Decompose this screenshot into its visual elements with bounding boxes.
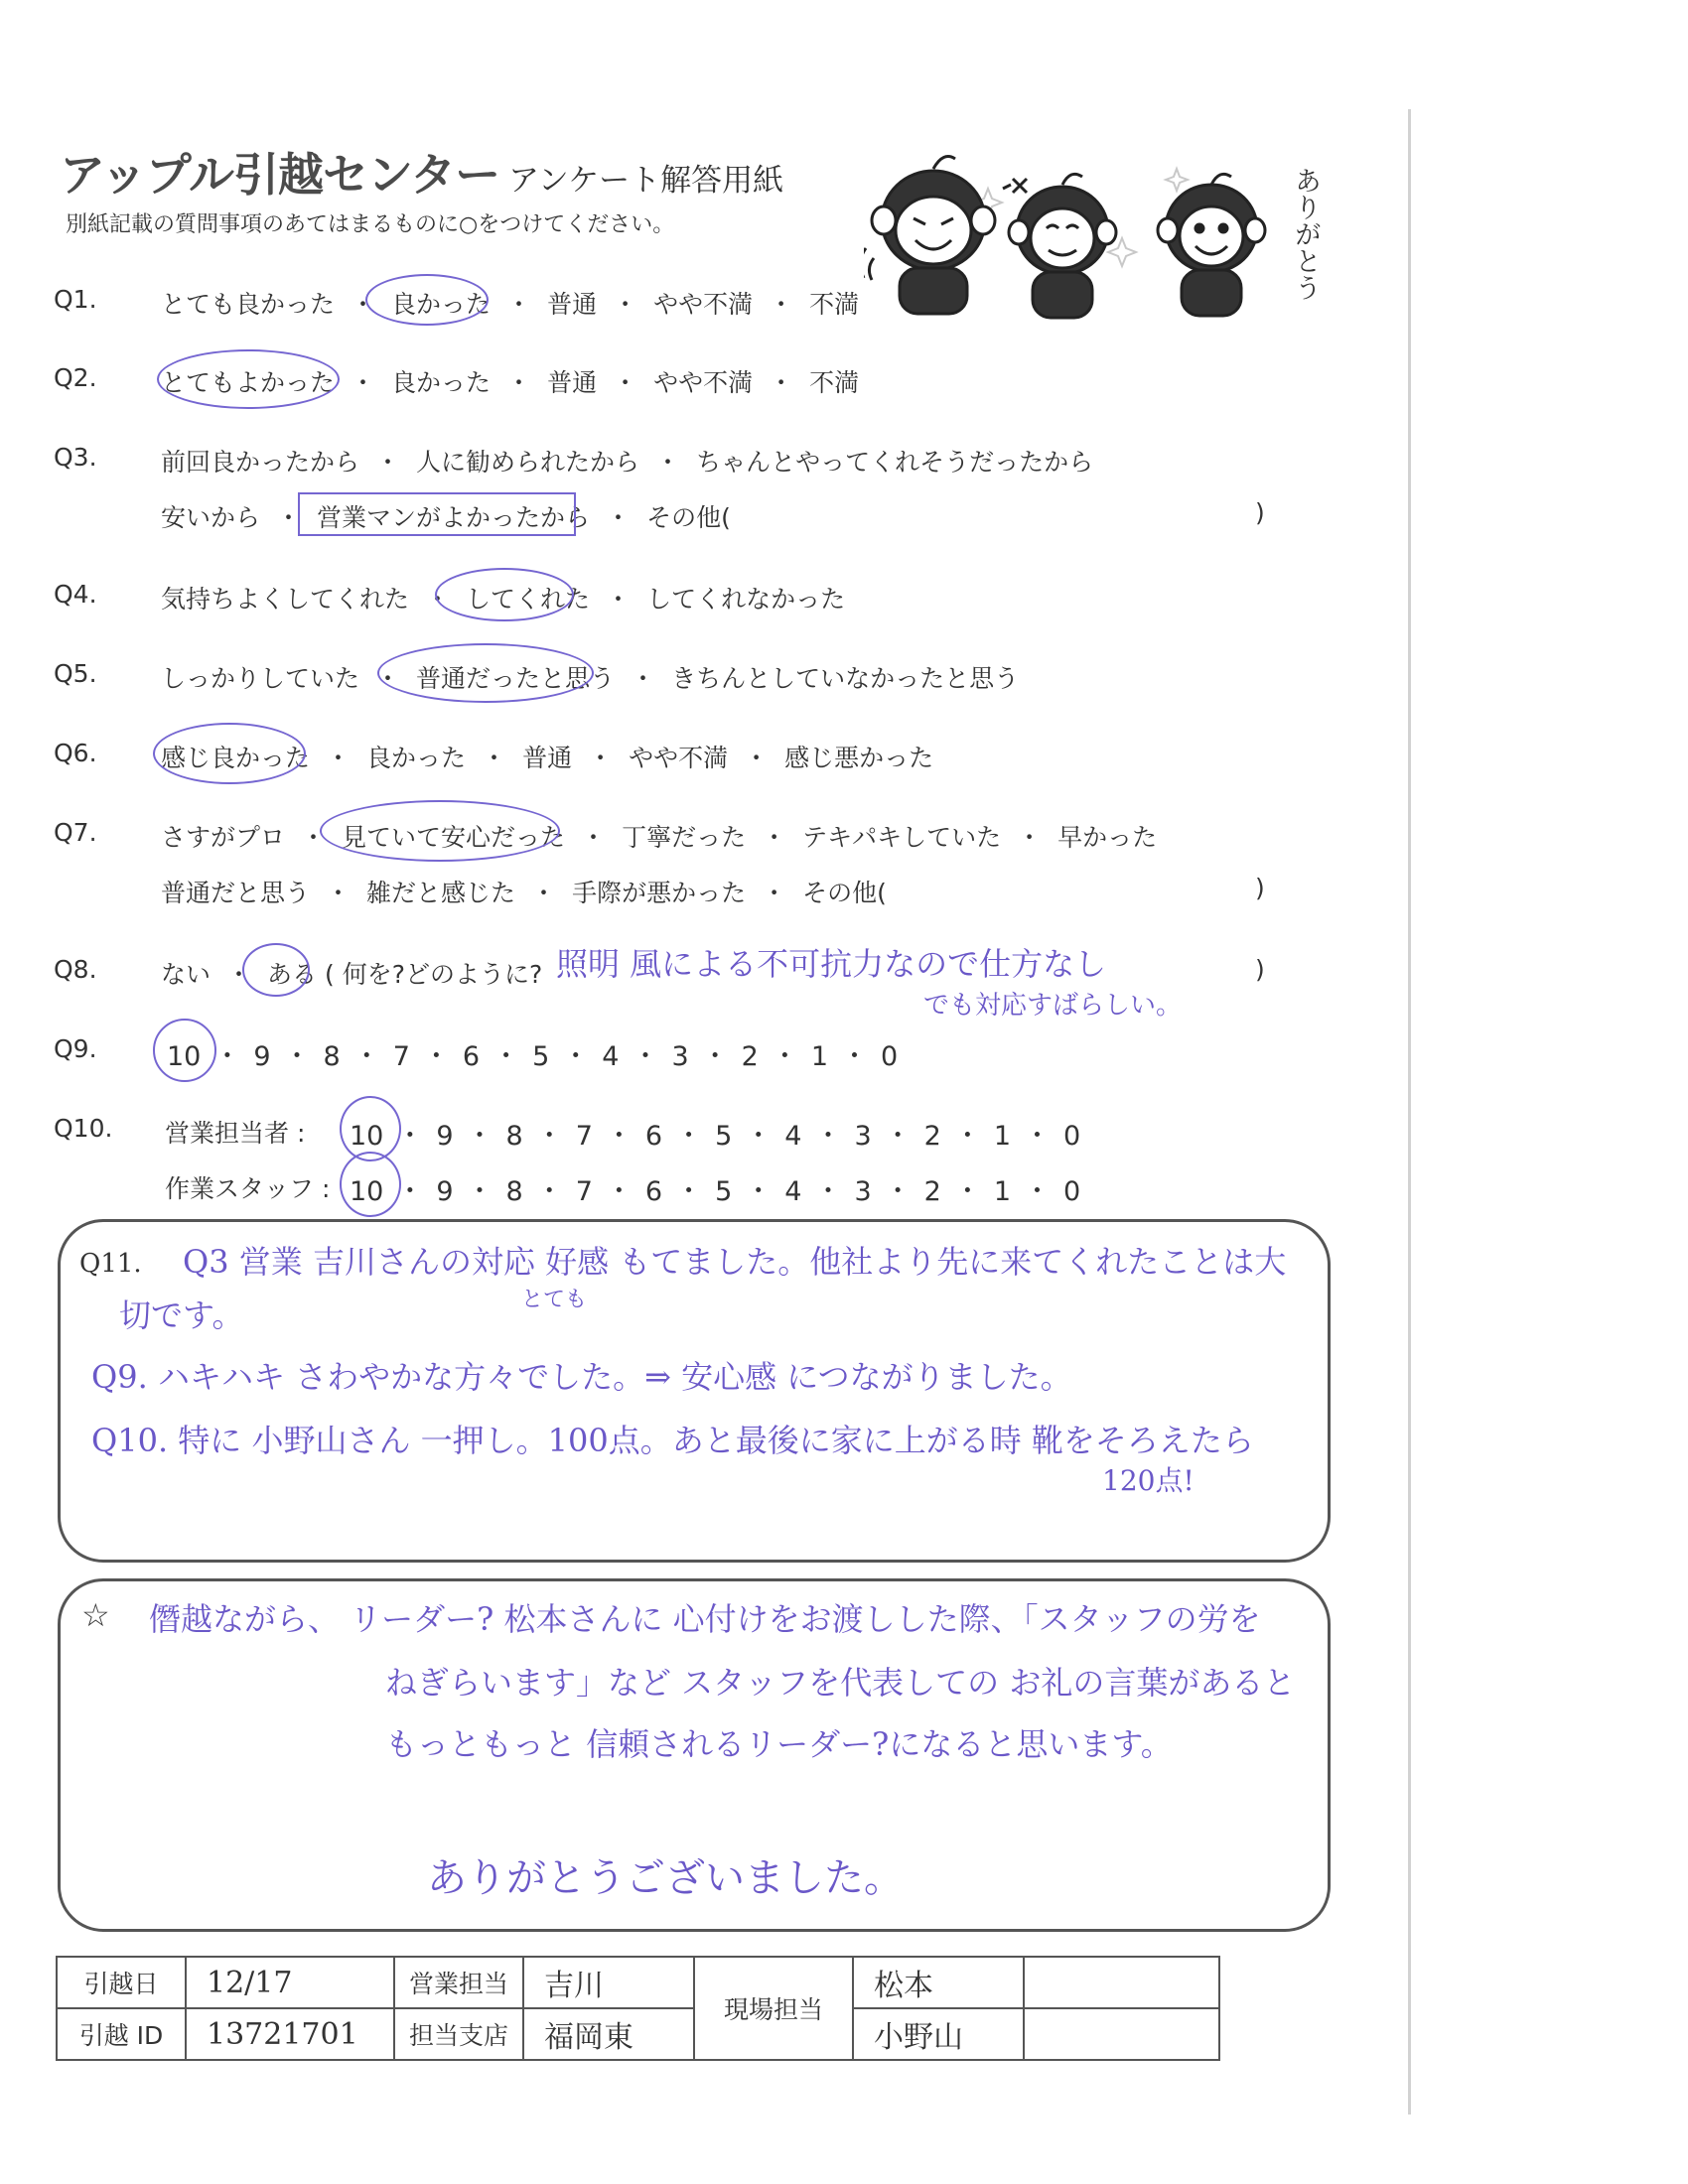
q3-close-paren: ) bbox=[1255, 498, 1265, 527]
q4-options: 気持ちよくしてくれた ・ してくれた ・ してくれなかった bbox=[161, 585, 846, 614]
q11-handwritten-line: 切です。 bbox=[119, 1297, 244, 1334]
q2-options: とてもよかった ・ 良かった ・ 普通 ・ やや不満 ・ 不満 bbox=[161, 368, 860, 397]
form-subtitle: アンケート解答用紙 bbox=[508, 163, 784, 199]
blank-cell bbox=[1024, 1957, 1219, 2008]
q6-option[interactable]: 感じ良かった bbox=[161, 744, 311, 772]
q3-options-line2: 安いから ・ 営業マンがよかったから ・ その他( bbox=[161, 503, 731, 532]
q10-staff-score-option[interactable]: 9 bbox=[436, 1176, 454, 1207]
q9-score-option[interactable]: 7 bbox=[392, 1041, 410, 1072]
q6-option[interactable]: やや不満 bbox=[629, 744, 729, 772]
q7-close-paren: ) bbox=[1255, 874, 1265, 902]
q9-score-option[interactable]: 2 bbox=[741, 1041, 759, 1072]
page-edge bbox=[1408, 109, 1411, 2115]
q6-selection-circle bbox=[153, 723, 306, 784]
comment-handwritten-line: もっともっと 信頼されるリーダー?になると思います。 bbox=[385, 1725, 1173, 1763]
q8-option[interactable]: ない bbox=[161, 960, 211, 989]
q8-handwritten-answer-2: でも対応すばらしい。 bbox=[923, 991, 1183, 1021]
q4-option[interactable]: してくれなかった bbox=[646, 585, 846, 614]
comment-handwritten-thanks: ありがとうございました。 bbox=[427, 1855, 904, 1901]
q6-option[interactable]: 良かった bbox=[366, 744, 467, 772]
q1-option[interactable]: 普通 bbox=[547, 290, 598, 319]
q4-option[interactable]: してくれた bbox=[466, 585, 591, 614]
q10-sales-score-option[interactable]: 6 bbox=[644, 1121, 663, 1152]
q1-option[interactable]: やや不満 bbox=[653, 290, 754, 319]
q10-staff-scale: 10 ・ 9 ・ 8 ・ 7 ・ 6 ・ 5 ・ 4 ・ 3 ・ 2 ・ 1 ・ 0 bbox=[350, 1176, 1081, 1207]
q1-option[interactable]: 良かった bbox=[391, 290, 492, 319]
q2-option[interactable]: 普通 bbox=[547, 368, 598, 397]
monkey-mascots-illustration bbox=[864, 149, 1331, 328]
q3-option[interactable]: 営業マンがよかったから bbox=[317, 503, 591, 532]
q2-selection-circle bbox=[157, 349, 340, 409]
q10-staff-score-option[interactable]: 4 bbox=[784, 1176, 802, 1207]
move-date-value: 12/17 bbox=[186, 1957, 394, 2008]
q7-option[interactable]: 丁寧だった bbox=[622, 823, 747, 852]
q7-options-line2: 普通だと思う ・ 雑だと感じた ・ 手際が悪かった ・ その他( bbox=[161, 879, 887, 907]
q8-handwritten-answer: 照明 風による不可抗力なので仕方なし bbox=[556, 945, 1107, 983]
q8-selection-circle bbox=[242, 943, 310, 997]
q3-option[interactable]: 前回良かったから bbox=[161, 448, 360, 477]
q7-option[interactable]: さすがプロ bbox=[161, 823, 286, 852]
site-staff-value-2: 小野山 bbox=[853, 2008, 1024, 2060]
q9-selection-circle bbox=[153, 1019, 216, 1082]
site-staff-value-1: 松本 bbox=[853, 1957, 1024, 2008]
footer-info-table bbox=[56, 1956, 1220, 2061]
q10-staff-score-option[interactable]: 6 bbox=[644, 1176, 663, 1207]
branch-label: 担当支店 bbox=[394, 2008, 523, 2060]
q3-label: Q3. bbox=[54, 443, 97, 472]
q6-option[interactable]: 感じ悪かった bbox=[784, 744, 934, 772]
q9-score-option[interactable]: 3 bbox=[671, 1041, 689, 1072]
q5-option[interactable]: きちんとしていなかったと思う bbox=[671, 664, 1020, 693]
q9-score-option[interactable]: 1 bbox=[810, 1041, 829, 1072]
q5-label: Q5. bbox=[54, 659, 97, 688]
branch-value: 福岡東 bbox=[523, 2008, 694, 2060]
q10-sales-score-option[interactable]: 1 bbox=[993, 1121, 1012, 1152]
q10-staff-score-option[interactable]: 8 bbox=[505, 1176, 523, 1207]
q3-selection-box bbox=[298, 492, 576, 536]
q2-option[interactable]: 良かった bbox=[391, 368, 492, 397]
q10-staff-score-option[interactable]: 0 bbox=[1063, 1176, 1081, 1207]
sales-rep-value: 吉川 bbox=[523, 1957, 694, 2008]
q10-sales-score-option[interactable]: 7 bbox=[575, 1121, 593, 1152]
q10-sales-score-option[interactable]: 3 bbox=[854, 1121, 872, 1152]
mascot-caption: ありがとう bbox=[1290, 167, 1321, 301]
q11-label: Q11. bbox=[79, 1249, 142, 1279]
q10-sales-score-option[interactable]: 2 bbox=[923, 1121, 941, 1152]
q8-options: ない ・ ある ( 何を?どのように? bbox=[161, 960, 543, 989]
q10-sales-score-option[interactable]: 8 bbox=[505, 1121, 523, 1152]
q5-option[interactable]: しっかりしていた bbox=[161, 664, 360, 693]
q6-option[interactable]: 普通 bbox=[522, 744, 573, 772]
q10-sales-score-option[interactable]: 4 bbox=[784, 1121, 802, 1152]
q1-option[interactable]: とても良かった bbox=[161, 290, 336, 319]
q7-option[interactable]: 普通だと思う bbox=[161, 879, 311, 907]
site-staff-label: 現場担当 bbox=[694, 1957, 853, 2060]
q6-options: 感じ良かった ・ 良かった ・ 普通 ・ やや不満 ・ 感じ悪かった bbox=[161, 744, 934, 772]
q3-option[interactable]: ちゃんとやってくれそうだったから bbox=[696, 448, 1094, 477]
q8-option[interactable]: ある bbox=[267, 960, 318, 989]
brand-title: アップル引越センター bbox=[60, 148, 500, 202]
q7-option[interactable]: 手際が悪かった bbox=[572, 879, 747, 907]
monkey-icon bbox=[864, 157, 995, 314]
q11-handwritten-line: Q9. ハキハキ さわやかな方々でした。⇒ 安心感 につながりました。 bbox=[91, 1358, 1072, 1396]
q11-handwritten-insert: とても bbox=[521, 1288, 588, 1312]
q5-selection-circle bbox=[377, 643, 594, 703]
q3-options-line1: 前回良かったから ・ 人に勧められたから ・ ちゃんとやってくれそうだったから bbox=[161, 448, 1094, 477]
q1-options: とても良かった ・ 良かった ・ 普通 ・ やや不満 ・ 不満 bbox=[161, 290, 860, 319]
q2-option[interactable]: 不満 bbox=[809, 368, 860, 397]
q11-handwritten-line: 120点! bbox=[1102, 1464, 1195, 1497]
q2-option[interactable]: やや不満 bbox=[653, 368, 754, 397]
sales-rep-label: 営業担当 bbox=[394, 1957, 523, 2008]
q10-sales-score-option[interactable]: 0 bbox=[1063, 1121, 1081, 1152]
q7-selection-circle bbox=[320, 800, 560, 862]
q9-scale: 10 ・ 9 ・ 8 ・ 7 ・ 6 ・ 5 ・ 4 ・ 3 ・ 2 ・ 1 ・ 0 bbox=[167, 1041, 899, 1072]
q10-sales-label: 営業担当者 : bbox=[165, 1119, 306, 1148]
q4-selection-circle bbox=[435, 568, 574, 621]
q8-label: Q8. bbox=[54, 955, 97, 984]
move-id-label: 引越 ID bbox=[57, 2008, 186, 2060]
q10-sales-score-option[interactable]: 9 bbox=[436, 1121, 454, 1152]
q3-option[interactable]: その他( bbox=[646, 503, 731, 532]
q7-option[interactable]: 早かった bbox=[1057, 823, 1158, 852]
q3-option[interactable]: 安いから bbox=[161, 503, 261, 532]
q11-handwritten-line: Q3 営業 吉川さんの対応 好感 もてました。他社より先に来てくれたことは大 bbox=[183, 1243, 1287, 1281]
q2-option[interactable]: とてもよかった bbox=[161, 368, 336, 397]
q5-option[interactable]: 普通だったと思う bbox=[416, 664, 616, 693]
star-icon: ☆ bbox=[81, 1596, 110, 1634]
q8-prompt: ( 何を?どのように? bbox=[325, 960, 543, 989]
comment-handwritten-line: 僭越ながら、 リーダー? 松本さんに 心付けをお渡しした際、「スタッフの労を bbox=[149, 1600, 1261, 1638]
q10-staff-score-option[interactable]: 3 bbox=[854, 1176, 872, 1207]
q1-label: Q1. bbox=[54, 285, 97, 314]
q7-label: Q7. bbox=[54, 818, 97, 847]
q6-label: Q6. bbox=[54, 739, 97, 767]
q10-staff-score-option[interactable]: 1 bbox=[993, 1176, 1012, 1207]
move-date-label: 引越日 bbox=[57, 1957, 186, 2008]
move-id-value: 13721701 bbox=[186, 2008, 394, 2060]
q7-options-line1: さすがプロ ・ 見ていて安心だった ・ 丁寧だった ・ テキパキしていた ・ 早かった bbox=[161, 823, 1158, 852]
q9-score-option[interactable]: 0 bbox=[881, 1041, 899, 1072]
q10-staff-score-option[interactable]: 2 bbox=[923, 1176, 941, 1207]
q9-score-option[interactable]: 6 bbox=[462, 1041, 481, 1072]
q10-staff-score-option[interactable]: 10 bbox=[350, 1176, 384, 1207]
q7-option[interactable]: その他( bbox=[802, 879, 887, 907]
monkey-icon bbox=[1158, 174, 1265, 316]
q7-option[interactable]: 雑だと感じた bbox=[366, 879, 516, 907]
q1-selection-circle bbox=[365, 274, 492, 326]
q3-option[interactable]: 人に勧められたから bbox=[416, 448, 640, 477]
q9-label: Q9. bbox=[54, 1034, 97, 1063]
q9-score-option[interactable]: 4 bbox=[602, 1041, 620, 1072]
q9-score-option[interactable]: 5 bbox=[532, 1041, 550, 1072]
q9-score-option[interactable]: 9 bbox=[253, 1041, 271, 1072]
q7-option[interactable]: 見ていて安心だった bbox=[342, 823, 566, 852]
q11-handwritten-line: Q10. 特に 小野山さん 一押し。100点。あと最後に家に上がる時 靴をそろえたら bbox=[91, 1422, 1254, 1459]
q10-sales-score-option[interactable]: 5 bbox=[715, 1121, 733, 1152]
q9-score-option[interactable]: 8 bbox=[323, 1041, 341, 1072]
instruction-text: 別紙記載の質問事項のあてはまるものに○をつけてください。 bbox=[66, 212, 675, 237]
q8-close-paren: ) bbox=[1255, 955, 1265, 984]
q5-options: しっかりしていた ・ 普通だったと思う ・ きちんとしていなかったと思う bbox=[161, 664, 1020, 693]
q10-staff-label: 作業スタッフ : bbox=[165, 1174, 331, 1203]
q2-label: Q2. bbox=[54, 363, 97, 392]
q10-staff-score-option[interactable]: 7 bbox=[575, 1176, 593, 1207]
q9-score-option[interactable]: 10 bbox=[167, 1041, 202, 1072]
q4-option[interactable]: 気持ちよくしてくれた bbox=[161, 585, 410, 614]
q10-staff-selection-circle bbox=[340, 1152, 401, 1217]
q1-option[interactable]: 不満 bbox=[809, 290, 860, 319]
q4-label: Q4. bbox=[54, 580, 97, 609]
q10-staff-score-option[interactable]: 5 bbox=[715, 1176, 733, 1207]
blank-cell bbox=[1024, 2008, 1219, 2060]
q10-sales-score-option[interactable]: 10 bbox=[350, 1121, 384, 1152]
q10-sales-scale: 10 ・ 9 ・ 8 ・ 7 ・ 6 ・ 5 ・ 4 ・ 3 ・ 2 ・ 1 ・ 0 bbox=[350, 1121, 1081, 1152]
monkey-icon bbox=[1003, 174, 1116, 318]
q7-option[interactable]: テキパキしていた bbox=[802, 823, 1002, 852]
comment-handwritten-line: ねぎらいます」など スタッフを代表しての お礼の言葉があると bbox=[385, 1664, 1296, 1702]
q10-label: Q10. bbox=[54, 1114, 113, 1143]
